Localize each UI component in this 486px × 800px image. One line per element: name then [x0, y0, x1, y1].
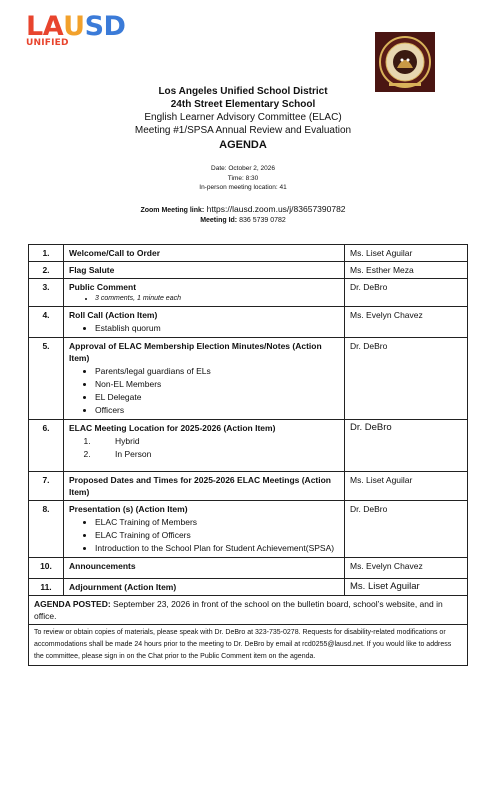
district-name: Los Angeles Unified School District	[158, 86, 328, 97]
sub-item: • Introduction to the School Plan for Student Achievement(SPSA)	[95, 542, 339, 555]
sub-item: 2. In Person	[93, 448, 339, 461]
item-number: 10.	[29, 558, 64, 579]
item-cell	[64, 245, 345, 262]
meeting-details	[0, 164, 486, 193]
posted-row	[29, 596, 468, 625]
presenter: Dr. DeBro	[345, 338, 468, 420]
presenter: Ms. Liset Aguilar	[345, 579, 468, 596]
school-seal	[375, 32, 435, 92]
presenter: Ms. Esther Meza	[345, 262, 468, 279]
sub-item: 1. Hybrid	[93, 435, 339, 448]
presenter: Ms. Liset Aguilar	[345, 472, 468, 501]
meeting-name: Meeting #1/SPSA Annual Review and Evaluation	[134, 125, 352, 136]
item-cell	[64, 501, 345, 558]
item-title: Public Comment	[69, 282, 137, 292]
sub-item: • ELAC Training of Officers	[95, 529, 339, 542]
logo-letter: A	[42, 11, 64, 42]
zoom-label: Zoom Meeting link:	[140, 206, 205, 214]
item-title: Proposed Dates and Times for 2025-2026 ELAC Meetings (Action Item)	[69, 475, 331, 497]
sub-list	[69, 435, 339, 461]
sub-list	[69, 365, 339, 417]
item-number: 8.	[29, 501, 64, 558]
item-number: 3.	[29, 279, 64, 307]
sub-list	[69, 322, 339, 335]
posted-label: AGENDA POSTED:	[34, 599, 111, 609]
presenter: Dr. DeBro	[345, 279, 468, 307]
agenda-title: AGENDA	[219, 139, 267, 151]
meeting-id: 836 5739 0782	[239, 216, 286, 224]
sub-item: • EL Delegate	[95, 391, 339, 404]
sub-item: • 3 comments, 1 minute each	[95, 294, 339, 304]
sub-item: • Officers	[95, 404, 339, 417]
item-number: 11.	[29, 579, 64, 596]
sub-list	[69, 294, 339, 304]
logo-letter: U	[63, 11, 85, 42]
sub-item: • Establish quorum	[95, 322, 339, 335]
logo-letter: S	[84, 11, 104, 42]
logo-letter: L	[26, 11, 43, 42]
item-cell	[64, 420, 345, 472]
presenter: Dr. DeBro	[345, 420, 468, 472]
meeting-time: Time: 8:30	[227, 174, 259, 182]
item-cell	[64, 307, 345, 338]
zoom-link[interactable]: https://lausd.zoom.us/j/83657390782	[206, 203, 346, 214]
committee-name: English Learner Advisory Committee (ELAC)	[144, 112, 342, 123]
item-number: 1.	[29, 245, 64, 262]
item-cell	[64, 579, 345, 596]
note-row	[29, 625, 468, 666]
item-title: Flag Salute	[69, 265, 115, 275]
item-cell	[64, 558, 345, 579]
agenda-row	[29, 307, 468, 338]
item-title: Roll Call (Action Item)	[69, 310, 158, 320]
item-number: 2.	[29, 262, 64, 279]
presenter: Ms. Evelyn Chavez	[345, 307, 468, 338]
agenda-row	[29, 472, 468, 501]
item-number: 6.	[29, 420, 64, 472]
meeting-id-line	[0, 216, 486, 226]
meeting-date: Date: October 2, 2026	[211, 165, 275, 172]
agenda-row	[29, 338, 468, 420]
item-title: Welcome/Call to Order	[69, 248, 161, 258]
logo-subtext: UNIFIED	[26, 38, 69, 48]
agenda-row	[29, 579, 468, 596]
item-number: 4.	[29, 307, 64, 338]
logo-letter: D	[103, 11, 126, 42]
sub-item: • Parents/legal guardians of ELs	[95, 365, 339, 378]
agenda-row	[29, 245, 468, 262]
document-header	[0, 85, 486, 226]
lausd-logo	[26, 11, 136, 50]
meeting-id-label: Meeting Id:	[200, 216, 238, 224]
lausd-wordmark	[26, 11, 136, 42]
agenda-row	[29, 501, 468, 558]
item-title: Announcements	[69, 561, 136, 571]
item-title: Presentation (s) (Action Item)	[69, 504, 188, 514]
sub-item: • Non-EL Members	[95, 378, 339, 391]
item-number: 7.	[29, 472, 64, 501]
item-number: 5.	[29, 338, 64, 420]
agenda-row	[29, 558, 468, 579]
item-cell	[64, 472, 345, 501]
agenda-row	[29, 262, 468, 279]
accommodation-note: To review or obtain copies of materials, please speak with Dr. DeBro at 323-735-0278. Requests for disability-related modifications or accommodations shall be made 24 hours prior to the meeting to Dr. DeBro by email at rcd0255@lausd.net. If you would like to address the committee, please sign in on the Chat prior to the Public Comment item on the agenda.	[29, 625, 468, 666]
sub-list	[69, 516, 339, 555]
item-title: Approval of ELAC Membership Election Minutes/Notes (Action Item)	[69, 341, 322, 363]
item-cell	[64, 262, 345, 279]
agenda-row	[29, 420, 468, 472]
item-title: Adjournment (Action Item)	[69, 582, 177, 592]
presenter: Ms. Liset Aguilar	[345, 245, 468, 262]
agenda-posted	[29, 596, 468, 625]
zoom-line	[0, 204, 486, 216]
sub-item: • ELAC Training of Members	[95, 516, 339, 529]
presenter: Ms. Evelyn Chavez	[345, 558, 468, 579]
item-title: ELAC Meeting Location for 2025-2026 (Action Item)	[69, 423, 276, 433]
seal-icon	[377, 34, 433, 90]
agenda-table	[28, 244, 468, 666]
posted-text: September 23, 2026 in front of the school on the bulletin board, school’s website, and in office.	[34, 599, 443, 621]
item-cell	[64, 338, 345, 420]
school-name: 24th Street Elementary School	[170, 99, 316, 110]
agenda-row	[29, 279, 468, 307]
presenter: Dr. DeBro	[345, 501, 468, 558]
meeting-location: In-person meeting location: 41	[199, 184, 287, 191]
item-cell	[64, 279, 345, 307]
